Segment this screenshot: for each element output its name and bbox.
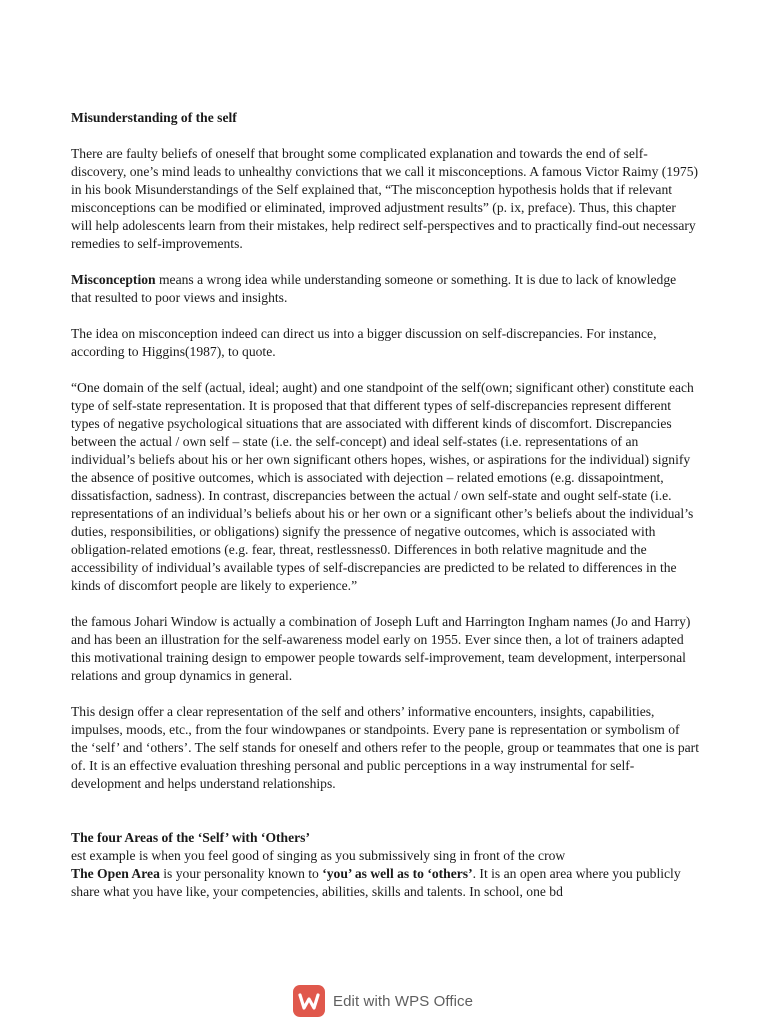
paragraph-design-representation: This design offer a clear representation of the self and others’ informative encounters, insights, capabilities, impulses, moods, etc., from the four windowpanes or standpoints. Every pane is representation or symbolism of the ‘self’ and ‘others’. The self stands for oneself and others refer to the people, group or teammates that one is part of. It is an effective evaluation threshing personal and public perceptions in a way instrumental for self-development and helps understand relationships. <box>71 704 699 791</box>
open-area-you-and-others: ‘you’ as well as to ‘others’ <box>322 866 473 881</box>
edit-with-wps-label[interactable]: Edit with WPS Office <box>333 992 474 1010</box>
paragraph-open-area <box>71 865 699 901</box>
open-area-term: The Open Area <box>71 866 160 881</box>
paragraph-johari-window: the famous Johari Window is actually a combination of Joseph Luft and Harrington Ingham names (Jo and Harry) and has been an illustration for the self-awareness model early on 1955. Ever since then, a lot of trainers adapted this motivational training design to empower people towards self-improvement, team development, interpersonal relations and group dynamics in general. <box>71 614 691 683</box>
open-area-text-1: is your personality known to <box>159 866 323 881</box>
misconception-term: Misconception <box>71 272 156 287</box>
open-area-text-2: . It is an open area where you publicly share what you have like, your competencies, abilities, skills and talents. In school, one bd <box>71 866 681 899</box>
section-title-four-areas: The four Areas of the ‘Self’ with ‘Others’ <box>71 830 310 845</box>
document-page <box>71 109 699 901</box>
paragraph-intro: There are faulty beliefs of oneself that brought some complicated explanation and towards the end of self-discovery, one’s mind leads to unhealthy convictions that we call it misconceptions. A famous Victor Raimy (1975) in his book Misunderstandings of the Self explained that, “The misconception hypothesis holds that if relevant misconceptions can be modified or eliminated, improved adjustment results” (p. ix, preface). Thus, this chapter will help adolescents learn from their mistakes, help redirect self-perspectives and to practically find-out necessary remedies to self-improvements. <box>71 146 699 251</box>
wps-office-logo-icon <box>293 985 325 1017</box>
document-title: Misunderstanding of the self <box>71 110 237 125</box>
paragraph-higgins-quote: “One domain of the self (actual, ideal; aught) and one standpoint of the self(own; significant other) constitute each type of self-state representation. It is proposed that that different types of self-discrepancies represent different types of negative psychological situations that are associated with different kinds of discomfort. Discrepancies between the actual / own self – state (i.e. the self-concept) and ideal self-states (i.e. representations of an individual’s beliefs about his or her own significant others hopes, wishes, or aspirations for the individual) signify the absence of positive outcomes, which is associated with dejection – related emotions (e.g. dissapointment, dissatisfaction, sadness). In contrast, discrepancies between the actual / own self-state and ought self-state (i.e. representations of an individual’s beliefs about his or her own or a significant other’s beliefs about the individual’s duties, responsibilities, or obligations) signify the pressence of negative outcomes, which is associated with obligation-related emotions (e.g. fear, threat, restlessness0. Differences in both relative magnitude and the accessibility of individual’s available types of self-discrepancies are predicted to be related to differences in the kinds of discomfort people are likely to experience.” <box>71 380 694 593</box>
misconception-definition-text: means a wrong idea while understanding someone or something. It is due to lack of knowledge that resulted to poor views and insights. <box>71 272 677 305</box>
paragraph-singing-example: est example is when you feel good of singing as you submissively sing in front of the crow <box>71 848 566 863</box>
paragraph-misconception-definition <box>71 271 699 307</box>
edit-with-wps-badge[interactable] <box>293 984 485 1018</box>
paragraph-self-discrepancies: The idea on misconception indeed can direct us into a bigger discussion on self-discrepancies. For instance, according to Higgins(1987), to quote. <box>71 326 657 359</box>
